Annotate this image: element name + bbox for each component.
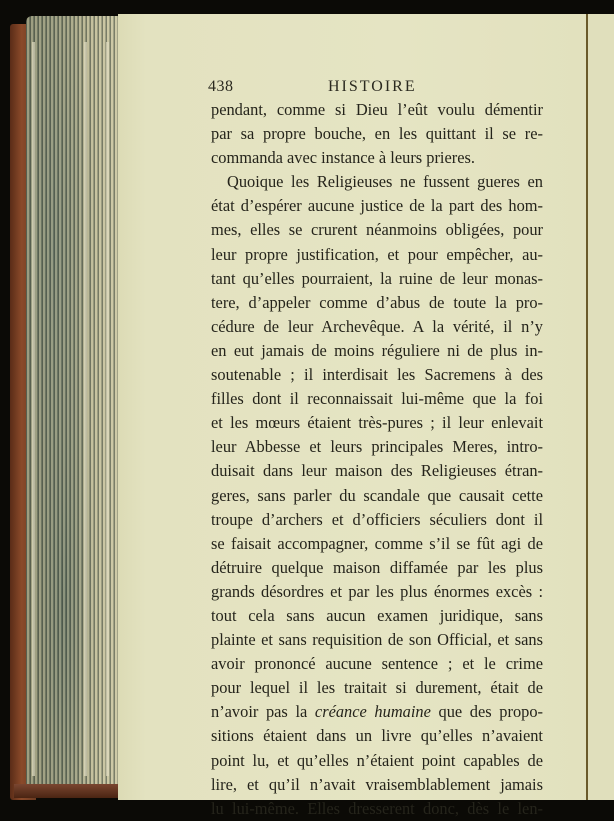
text-line: lire, et qu’il n’avait vraisemblablement jamais (211, 774, 543, 794)
text-line: commanda avec instance à leurs prieres. (211, 148, 475, 168)
text-line: pour lequel il les traitait si durement, était de (211, 678, 543, 698)
text-line: et les mœurs étaient très-pures ; il leur enlevait (211, 413, 543, 433)
text-line: plainte et sans requisition de son Official, et sans (211, 630, 543, 650)
text-line: leur Abbesse et leurs principales Meres, intro- (211, 437, 543, 457)
text-line (211, 700, 543, 724)
running-title: HISTOIRE (328, 78, 417, 95)
page-edge-line (32, 42, 35, 776)
body-text (211, 98, 543, 821)
text-line: geres, sans parler du scandale que causait cette (211, 485, 543, 505)
text-line: tere, d’appeler comme d’abus de toute la pro- (211, 292, 543, 312)
text-line: leur propre justification, et pour empêcher, au- (211, 244, 543, 264)
facing-page-edge (588, 14, 614, 800)
text-line: lu lui-même. Elles dresserent donc, dès le len- (211, 798, 543, 818)
text-line: Quoique les Religieuses ne fussent gueres en (227, 172, 543, 192)
text-line: tout cela sans aucun examen juridique, sans (211, 605, 543, 625)
text-segment: n’avoir pas la (211, 702, 315, 722)
text-segment: que des propo- (430, 702, 543, 722)
text-line: pendant, comme si Dieu l’eût voulu démentir (211, 100, 543, 119)
page-number: 438 (208, 78, 234, 95)
text-line: avoir prononcé aucune sentence ; et le crime (211, 654, 543, 674)
text-line: mes, elles se crurent néanmoins obligées, pour (211, 220, 543, 240)
page-edges (26, 16, 120, 798)
text-line: état d’espérer aucune justice de la part des hom- (211, 196, 543, 216)
italic-phrase: créance humaine (314, 702, 431, 722)
page-edge-line (84, 42, 87, 776)
text-line: grands désordres et par les plus énormes excès : (211, 581, 543, 601)
text-line: en eut jamais de moins réguliere ni de plus in- (211, 340, 543, 360)
text-line: soutenable ; il interdisait les Sacremens à des (211, 365, 543, 385)
page-edge-line (106, 42, 109, 776)
text-line: filles dont il reconnaissait lui-même que la foi (211, 389, 543, 409)
text-line: duisait dans leur maison des Religieuses étran- (211, 461, 543, 481)
text-line: se faisait accompagner, comme s’il se fût agi de (211, 533, 543, 553)
text-line: troupe d’archers et d’officiers séculiers dont il (211, 509, 543, 529)
text-line: tant qu’elles pourraient, la ruine de leur monas- (211, 268, 543, 288)
book-cover-corner (14, 784, 124, 798)
text-line: point lu, et qu’elles n’étaient point capables de (211, 750, 543, 770)
text-line: détruire quelque maison diffamée par les plus (211, 557, 543, 577)
text-line: par sa propre bouche, en les quittant il se re- (211, 124, 543, 144)
page-header (208, 78, 548, 100)
text-line: cédure de leur Archevêque. A la vérité, il n’y (211, 316, 543, 336)
text-line: sitions étaient dans un livre qu’elles n’avaient (211, 726, 543, 746)
